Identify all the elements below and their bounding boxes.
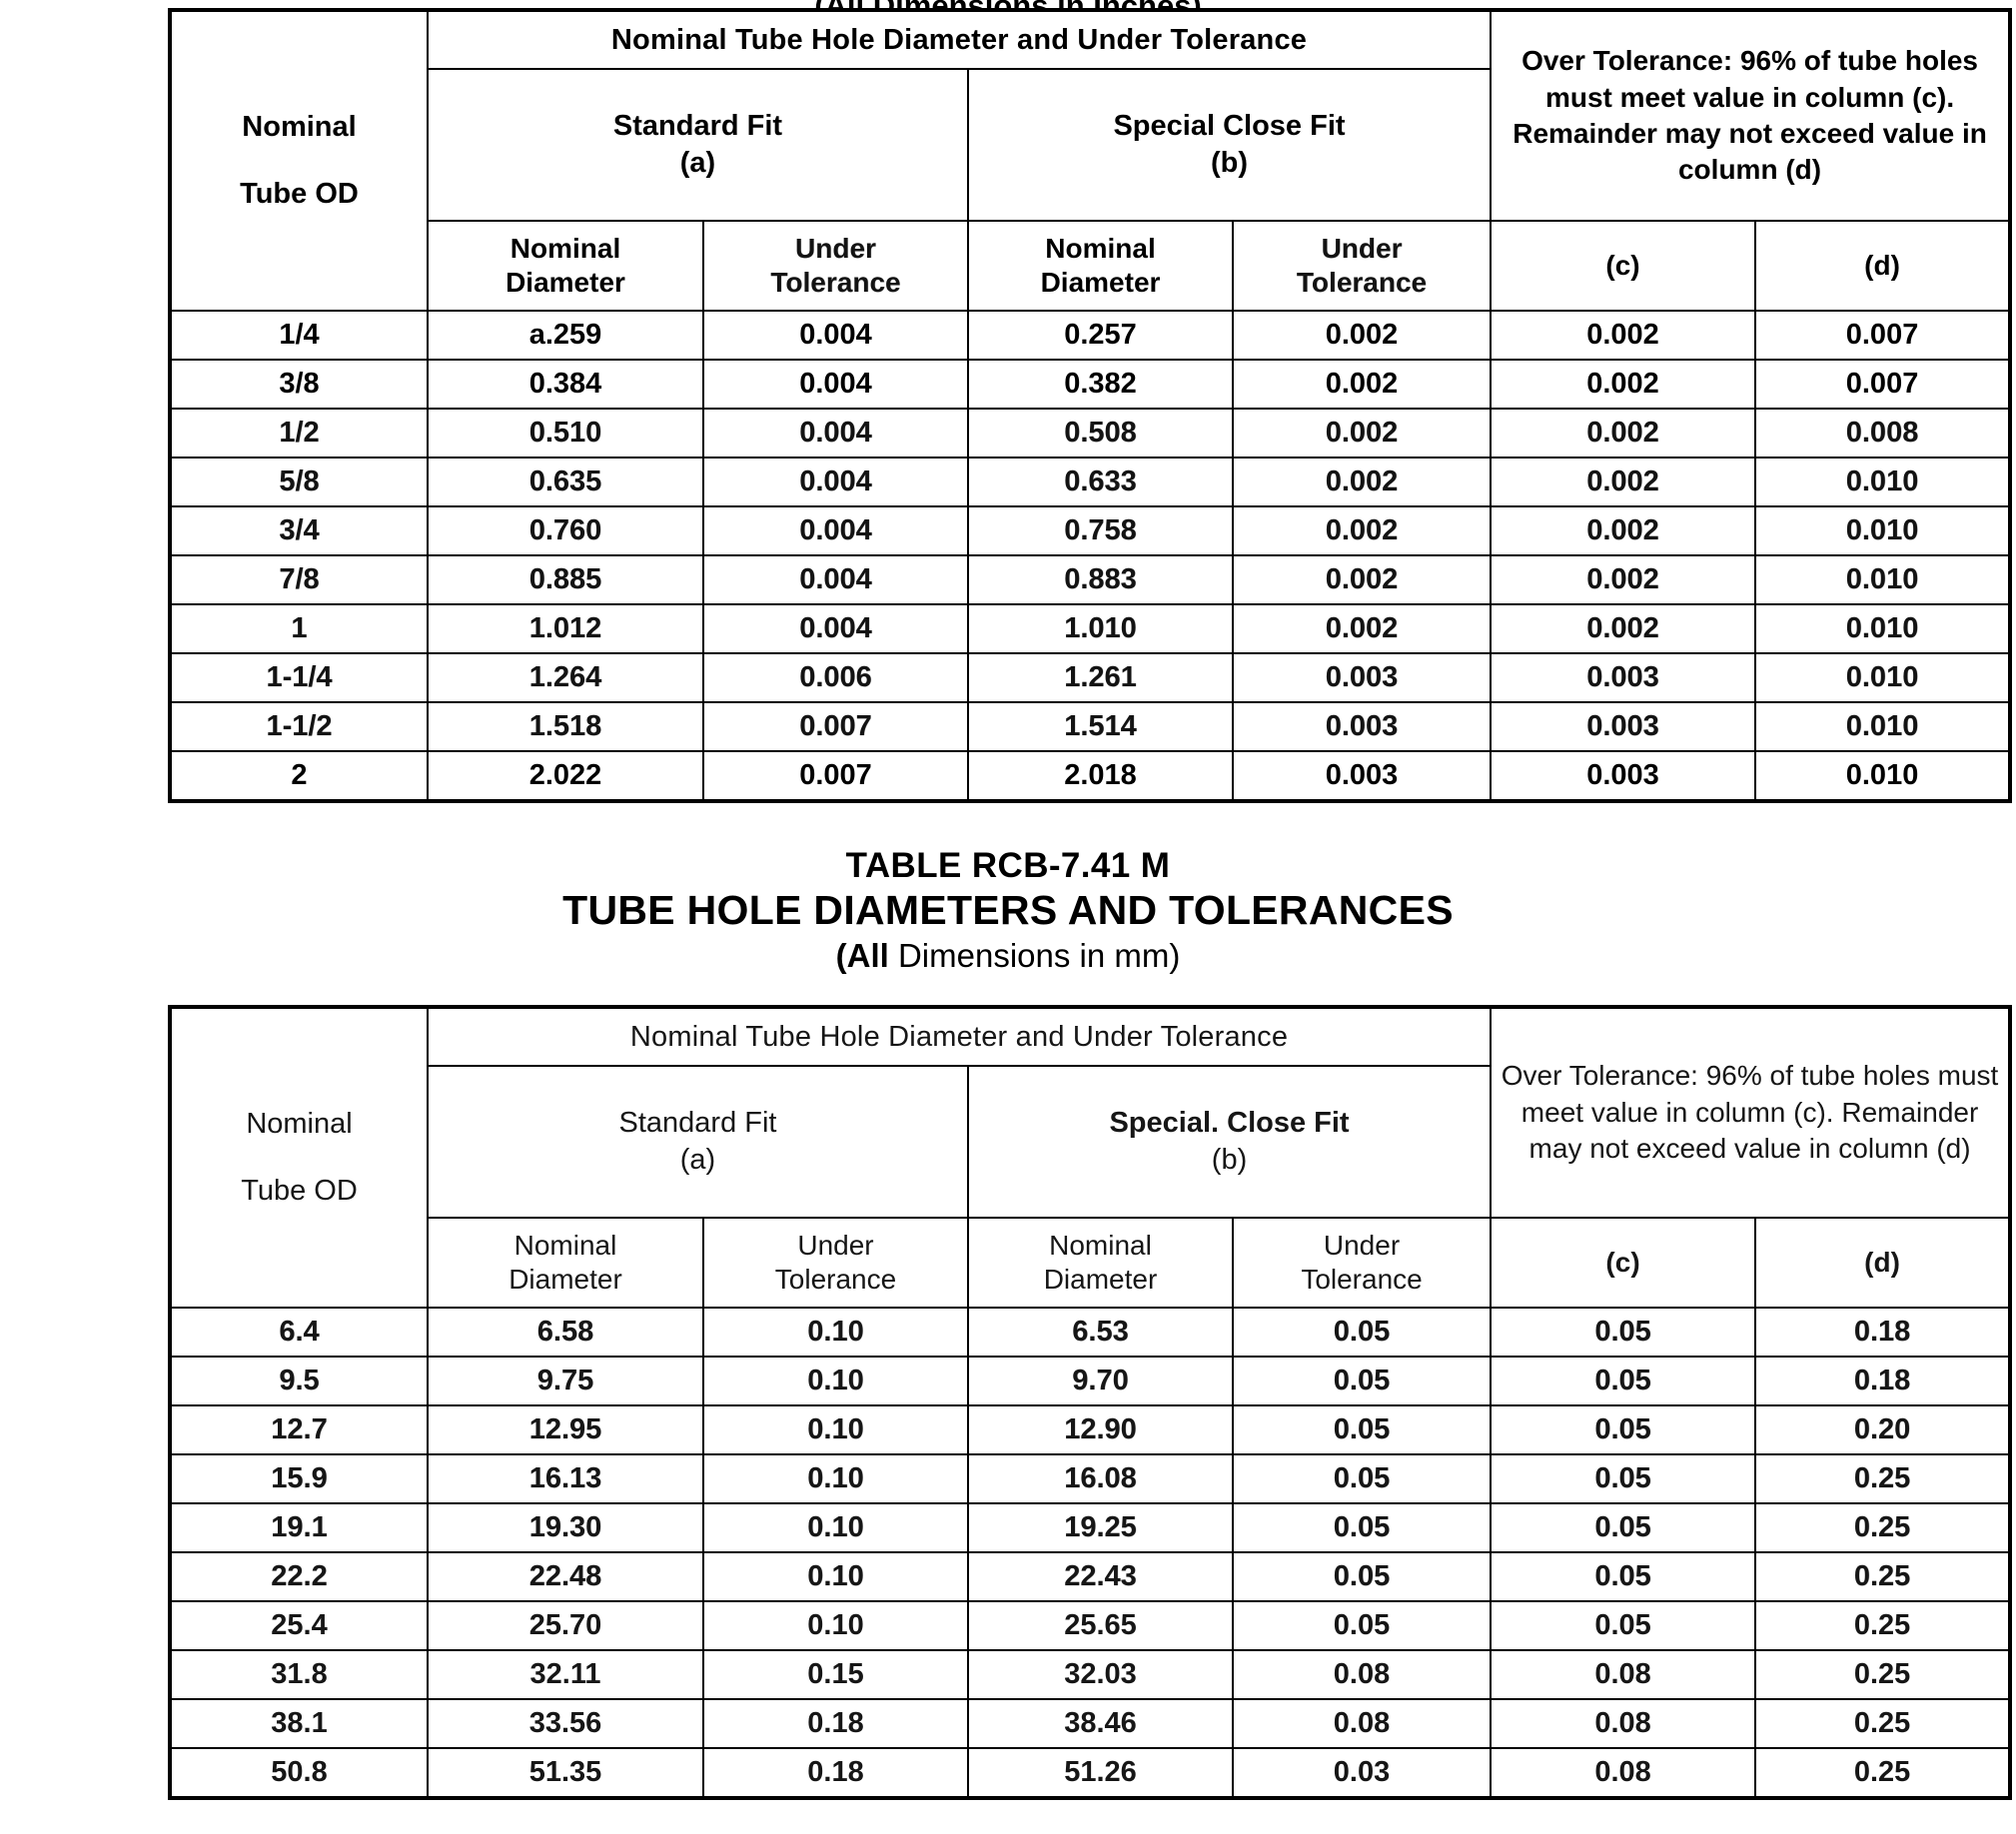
cell-close-under-tolerance: 0.05 <box>1233 1601 1491 1650</box>
header-column-d: (d) <box>1755 1218 2010 1308</box>
header-close-under-tolerance <box>1233 221 1491 311</box>
table-row <box>170 604 2010 653</box>
header-nominal-label: Nominal <box>246 1108 353 1140</box>
table-row <box>170 1601 2010 1650</box>
header-standard-fit <box>428 69 968 221</box>
cell-close-under-tolerance: 0.003 <box>1233 653 1491 702</box>
table2-subtitle-all: (All <box>835 936 889 974</box>
cell-close-nominal-diameter: 0.883 <box>968 555 1233 604</box>
cell-close-nominal-diameter: 16.08 <box>968 1454 1233 1503</box>
cell-close-under-tolerance: 0.002 <box>1233 604 1491 653</box>
cell-close-under-tolerance: 0.003 <box>1233 751 1491 801</box>
header-column-c: (c) <box>1491 1218 1755 1308</box>
header-ut-b-line1: Under <box>1323 1229 1401 1261</box>
header-row-subcolumns <box>170 221 2010 311</box>
header-special-close-fit-label: Special Close Fit <box>1113 110 1346 143</box>
cell-nominal-tube-od: 38.1 <box>170 1699 428 1748</box>
header-standard-fit <box>428 1066 968 1218</box>
cell-standard-under-tolerance: 0.10 <box>703 1357 968 1405</box>
cell-column-c: 0.05 <box>1491 1454 1755 1503</box>
cell-nominal-tube-od: 25.4 <box>170 1601 428 1650</box>
header-row-subcolumns <box>170 1218 2010 1308</box>
header-nd-line1: Nominal <box>509 232 621 264</box>
cell-close-nominal-diameter: 12.90 <box>968 1405 1233 1454</box>
cell-nominal-tube-od: 2 <box>170 751 428 801</box>
header-column-d: (d) <box>1755 221 2010 311</box>
tube-hole-diameters-inches-table <box>168 8 2012 803</box>
cell-column-c: 0.05 <box>1491 1405 1755 1454</box>
cell-column-c: 0.08 <box>1491 1748 1755 1798</box>
cell-standard-under-tolerance: 0.004 <box>703 458 968 506</box>
cell-standard-nominal-diameter: 1.518 <box>428 702 703 751</box>
cell-close-under-tolerance: 0.05 <box>1233 1357 1491 1405</box>
header-special-close-fit-note: (b) <box>1211 1144 1248 1176</box>
cell-standard-nominal-diameter: 51.35 <box>428 1748 703 1798</box>
cell-column-d: 0.20 <box>1755 1405 2010 1454</box>
cell-standard-under-tolerance: 0.007 <box>703 702 968 751</box>
header-nd-line2: Diameter <box>505 267 625 298</box>
cell-close-nominal-diameter: 0.633 <box>968 458 1233 506</box>
header-group-nominal-tube-hole-diameter: Nominal Tube Hole Diameter and Under Tolerance <box>428 10 1491 69</box>
table-inches-wrapper <box>168 8 2008 803</box>
cell-standard-under-tolerance: 0.006 <box>703 653 968 702</box>
table-body <box>170 1308 2010 1798</box>
cell-column-c: 0.002 <box>1491 506 1755 555</box>
table2-title-block <box>0 845 2016 978</box>
header-special-close-fit <box>968 69 1491 221</box>
cell-nominal-tube-od: 50.8 <box>170 1748 428 1798</box>
cell-column-c: 0.05 <box>1491 1503 1755 1552</box>
cell-standard-nominal-diameter: 19.30 <box>428 1503 703 1552</box>
cell-close-nominal-diameter: 0.508 <box>968 409 1233 458</box>
cell-nominal-tube-od: 1-1/4 <box>170 653 428 702</box>
tube-hole-diameters-mm-table <box>168 1005 2012 1800</box>
cell-close-nominal-diameter: 32.03 <box>968 1650 1233 1699</box>
header-standard-fit-label: Standard Fit <box>612 110 783 143</box>
cell-standard-nominal-diameter: 22.48 <box>428 1552 703 1601</box>
cell-close-under-tolerance: 0.03 <box>1233 1748 1491 1798</box>
table-row <box>170 1748 2010 1798</box>
cell-close-nominal-diameter: 38.46 <box>968 1699 1233 1748</box>
cell-column-d: 0.25 <box>1755 1748 2010 1798</box>
cell-column-d: 0.010 <box>1755 506 2010 555</box>
cell-close-nominal-diameter: 1.514 <box>968 702 1233 751</box>
cell-column-d: 0.18 <box>1755 1357 2010 1405</box>
header-ut-line1: Under <box>795 232 876 264</box>
header-row-group <box>170 1007 2010 1066</box>
cell-close-nominal-diameter: 19.25 <box>968 1503 1233 1552</box>
table-row <box>170 1503 2010 1552</box>
cell-nominal-tube-od: 1-1/2 <box>170 702 428 751</box>
cell-close-under-tolerance: 0.05 <box>1233 1405 1491 1454</box>
cell-standard-nominal-diameter: 9.75 <box>428 1357 703 1405</box>
cell-close-under-tolerance: 0.08 <box>1233 1699 1491 1748</box>
cell-standard-nominal-diameter: 0.885 <box>428 555 703 604</box>
cell-nominal-tube-od: 3/8 <box>170 360 428 409</box>
cell-close-nominal-diameter: 25.65 <box>968 1601 1233 1650</box>
table-header <box>170 1007 2010 1308</box>
table-row <box>170 1650 2010 1699</box>
header-ut-line2: Tolerance <box>770 267 901 298</box>
cell-column-d: 0.010 <box>1755 653 2010 702</box>
cell-close-under-tolerance: 0.05 <box>1233 1454 1491 1503</box>
cell-standard-under-tolerance: 0.10 <box>703 1454 968 1503</box>
cell-nominal-tube-od: 5/8 <box>170 458 428 506</box>
cell-standard-under-tolerance: 0.004 <box>703 604 968 653</box>
cell-column-c: 0.05 <box>1491 1552 1755 1601</box>
cell-close-nominal-diameter: 1.010 <box>968 604 1233 653</box>
cell-standard-nominal-diameter: 0.510 <box>428 409 703 458</box>
cell-column-d: 0.010 <box>1755 702 2010 751</box>
table-row <box>170 1308 2010 1357</box>
header-standard-fit-note: (a) <box>679 147 716 179</box>
table-row <box>170 1454 2010 1503</box>
table-row <box>170 360 2010 409</box>
header-ut-b-line2: Tolerance <box>1301 1264 1423 1295</box>
cell-column-d: 0.18 <box>1755 1308 2010 1357</box>
table-body <box>170 311 2010 801</box>
table-header <box>170 10 2010 311</box>
header-nd-b-line1: Nominal <box>1049 1229 1152 1261</box>
header-standard-nominal-diameter <box>428 1218 703 1308</box>
cell-nominal-tube-od: 19.1 <box>170 1503 428 1552</box>
cell-standard-under-tolerance: 0.10 <box>703 1405 968 1454</box>
cell-column-d: 0.010 <box>1755 751 2010 801</box>
cell-close-nominal-diameter: 1.261 <box>968 653 1233 702</box>
header-close-nominal-diameter <box>968 1218 1233 1308</box>
table2-title-line1: TABLE RCB-7.41 M <box>845 846 1171 885</box>
header-close-under-tolerance <box>1233 1218 1491 1308</box>
header-close-nominal-diameter <box>968 221 1233 311</box>
cell-close-under-tolerance: 0.05 <box>1233 1503 1491 1552</box>
cell-close-nominal-diameter: 51.26 <box>968 1748 1233 1798</box>
cell-close-under-tolerance: 0.002 <box>1233 360 1491 409</box>
table-row <box>170 311 2010 360</box>
cell-nominal-tube-od: 6.4 <box>170 1308 428 1357</box>
cell-column-d: 0.010 <box>1755 604 2010 653</box>
cell-nominal-tube-od: 31.8 <box>170 1650 428 1699</box>
table-row <box>170 555 2010 604</box>
cell-standard-nominal-diameter: 0.384 <box>428 360 703 409</box>
cell-column-c: 0.05 <box>1491 1601 1755 1650</box>
cell-nominal-tube-od: 3/4 <box>170 506 428 555</box>
cell-standard-nominal-diameter: 6.58 <box>428 1308 703 1357</box>
cell-nominal-tube-od: 1/2 <box>170 409 428 458</box>
cell-nominal-tube-od: 1 <box>170 604 428 653</box>
cell-column-c: 0.002 <box>1491 409 1755 458</box>
cell-close-under-tolerance: 0.05 <box>1233 1552 1491 1601</box>
table-row <box>170 1357 2010 1405</box>
cell-column-c: 0.003 <box>1491 702 1755 751</box>
cell-standard-under-tolerance: 0.004 <box>703 555 968 604</box>
cell-close-nominal-diameter: 2.018 <box>968 751 1233 801</box>
cell-column-c: 0.002 <box>1491 311 1755 360</box>
cell-nominal-tube-od: 22.2 <box>170 1552 428 1601</box>
header-nominal-tube-od <box>170 1007 428 1308</box>
cell-close-under-tolerance: 0.002 <box>1233 555 1491 604</box>
header-standard-under-tolerance <box>703 1218 968 1308</box>
table-row <box>170 1552 2010 1601</box>
header-standard-fit-label: Standard Fit <box>618 1107 777 1140</box>
table-row <box>170 458 2010 506</box>
header-column-c: (c) <box>1491 221 1755 311</box>
cell-column-d: 0.25 <box>1755 1601 2010 1650</box>
cell-column-c: 0.05 <box>1491 1357 1755 1405</box>
table-mm-wrapper <box>168 1005 2008 1800</box>
table-row <box>170 1699 2010 1748</box>
cell-column-d: 0.25 <box>1755 1699 2010 1748</box>
table-row <box>170 653 2010 702</box>
cell-standard-under-tolerance: 0.10 <box>703 1503 968 1552</box>
cell-standard-under-tolerance: 0.004 <box>703 409 968 458</box>
header-ut-b-line2: Tolerance <box>1296 267 1428 298</box>
header-tube-od-label: Tube OD <box>240 178 359 210</box>
cell-column-d: 0.25 <box>1755 1650 2010 1699</box>
cell-nominal-tube-od: 1/4 <box>170 311 428 360</box>
cell-standard-under-tolerance: 0.007 <box>703 751 968 801</box>
cell-standard-nominal-diameter: 12.95 <box>428 1405 703 1454</box>
cell-standard-under-tolerance: 0.15 <box>703 1650 968 1699</box>
header-tube-od-label: Tube OD <box>241 1175 358 1207</box>
cell-close-nominal-diameter: 0.257 <box>968 311 1233 360</box>
table-row <box>170 506 2010 555</box>
header-nd-b-line2: Diameter <box>1043 1264 1158 1295</box>
header-standard-under-tolerance <box>703 221 968 311</box>
table2-title-line2: TUBE HOLE DIAMETERS AND TOLERANCES <box>562 887 1454 934</box>
cell-close-nominal-diameter: 6.53 <box>968 1308 1233 1357</box>
cell-column-c: 0.002 <box>1491 458 1755 506</box>
cell-standard-nominal-diameter: 32.11 <box>428 1650 703 1699</box>
cell-standard-under-tolerance: 0.004 <box>703 360 968 409</box>
cell-standard-under-tolerance: 0.18 <box>703 1699 968 1748</box>
cell-standard-under-tolerance: 0.004 <box>703 311 968 360</box>
cell-column-c: 0.05 <box>1491 1308 1755 1357</box>
cell-standard-nominal-diameter: 0.760 <box>428 506 703 555</box>
header-nd-b-line2: Diameter <box>1040 267 1161 298</box>
cell-column-c: 0.002 <box>1491 604 1755 653</box>
cell-close-under-tolerance: 0.002 <box>1233 506 1491 555</box>
cell-close-nominal-diameter: 22.43 <box>968 1552 1233 1601</box>
header-ut-line1: Under <box>797 1229 874 1261</box>
cell-close-nominal-diameter: 0.382 <box>968 360 1233 409</box>
cell-close-under-tolerance: 0.08 <box>1233 1650 1491 1699</box>
cell-column-c: 0.002 <box>1491 360 1755 409</box>
cell-close-under-tolerance: 0.002 <box>1233 409 1491 458</box>
cell-close-under-tolerance: 0.002 <box>1233 458 1491 506</box>
cell-close-under-tolerance: 0.003 <box>1233 702 1491 751</box>
cell-nominal-tube-od: 12.7 <box>170 1405 428 1454</box>
cell-column-c: 0.08 <box>1491 1650 1755 1699</box>
header-over-tolerance: Over Tolerance: 96% of tube holes must meet value in column (c). Remainder may not exceed value in column (d) <box>1491 10 2010 221</box>
cell-standard-nominal-diameter: 2.022 <box>428 751 703 801</box>
cell-close-nominal-diameter: 9.70 <box>968 1357 1233 1405</box>
cell-column-c: 0.003 <box>1491 751 1755 801</box>
header-special-close-fit <box>968 1066 1491 1218</box>
cell-standard-nominal-diameter: 0.635 <box>428 458 703 506</box>
cell-column-d: 0.007 <box>1755 360 2010 409</box>
cell-close-nominal-diameter: 0.758 <box>968 506 1233 555</box>
cell-standard-nominal-diameter: 33.56 <box>428 1699 703 1748</box>
cell-standard-under-tolerance: 0.004 <box>703 506 968 555</box>
header-ut-b-line1: Under <box>1321 232 1403 264</box>
table-row <box>170 702 2010 751</box>
cell-column-c: 0.002 <box>1491 555 1755 604</box>
cell-standard-under-tolerance: 0.18 <box>703 1748 968 1798</box>
header-over-tolerance: Over Tolerance: 96% of tube holes must meet value in column (c). Remainder may not exceed value in column (d) <box>1491 1007 2010 1218</box>
header-nominal-tube-od <box>170 10 428 311</box>
cell-nominal-tube-od: 7/8 <box>170 555 428 604</box>
cell-nominal-tube-od: 9.5 <box>170 1357 428 1405</box>
cell-close-under-tolerance: 0.05 <box>1233 1308 1491 1357</box>
header-nd-line1: Nominal <box>513 1229 617 1261</box>
cell-standard-nominal-diameter: 25.70 <box>428 1601 703 1650</box>
cell-standard-nominal-diameter: 16.13 <box>428 1454 703 1503</box>
cell-standard-nominal-diameter: 1.264 <box>428 653 703 702</box>
table-row <box>170 751 2010 801</box>
cell-column-d: 0.25 <box>1755 1552 2010 1601</box>
table2-subtitle-rest: Dimensions in mm) <box>897 936 1181 974</box>
cell-standard-under-tolerance: 0.10 <box>703 1601 968 1650</box>
cell-column-c: 0.08 <box>1491 1699 1755 1748</box>
cell-column-d: 0.010 <box>1755 555 2010 604</box>
header-special-close-fit-label: Special. Close Fit <box>1109 1107 1350 1140</box>
header-nd-line2: Diameter <box>508 1264 622 1295</box>
cell-standard-under-tolerance: 0.10 <box>703 1552 968 1601</box>
table2-title-line3 <box>0 935 2016 978</box>
cell-standard-under-tolerance: 0.10 <box>703 1308 968 1357</box>
cell-column-d: 0.010 <box>1755 458 2010 506</box>
table-row <box>170 409 2010 458</box>
header-group-nominal-tube-hole-diameter: Nominal Tube Hole Diameter and Under Tolerance <box>428 1007 1491 1066</box>
header-ut-line2: Tolerance <box>774 1264 897 1295</box>
cell-close-under-tolerance: 0.002 <box>1233 311 1491 360</box>
cell-column-d: 0.007 <box>1755 311 2010 360</box>
cell-column-d: 0.25 <box>1755 1503 2010 1552</box>
header-nd-b-line1: Nominal <box>1045 232 1156 264</box>
cell-column-c: 0.003 <box>1491 653 1755 702</box>
header-standard-nominal-diameter <box>428 221 703 311</box>
cell-standard-nominal-diameter: 1.012 <box>428 604 703 653</box>
cell-column-d: 0.008 <box>1755 409 2010 458</box>
cell-column-d: 0.25 <box>1755 1454 2010 1503</box>
cell-nominal-tube-od: 15.9 <box>170 1454 428 1503</box>
cell-standard-nominal-diameter: a.259 <box>428 311 703 360</box>
header-special-close-fit-note: (b) <box>1211 147 1249 179</box>
header-row-group <box>170 10 2010 69</box>
table-row <box>170 1405 2010 1454</box>
header-nominal-label: Nominal <box>242 111 357 143</box>
header-standard-fit-note: (a) <box>679 1144 716 1176</box>
